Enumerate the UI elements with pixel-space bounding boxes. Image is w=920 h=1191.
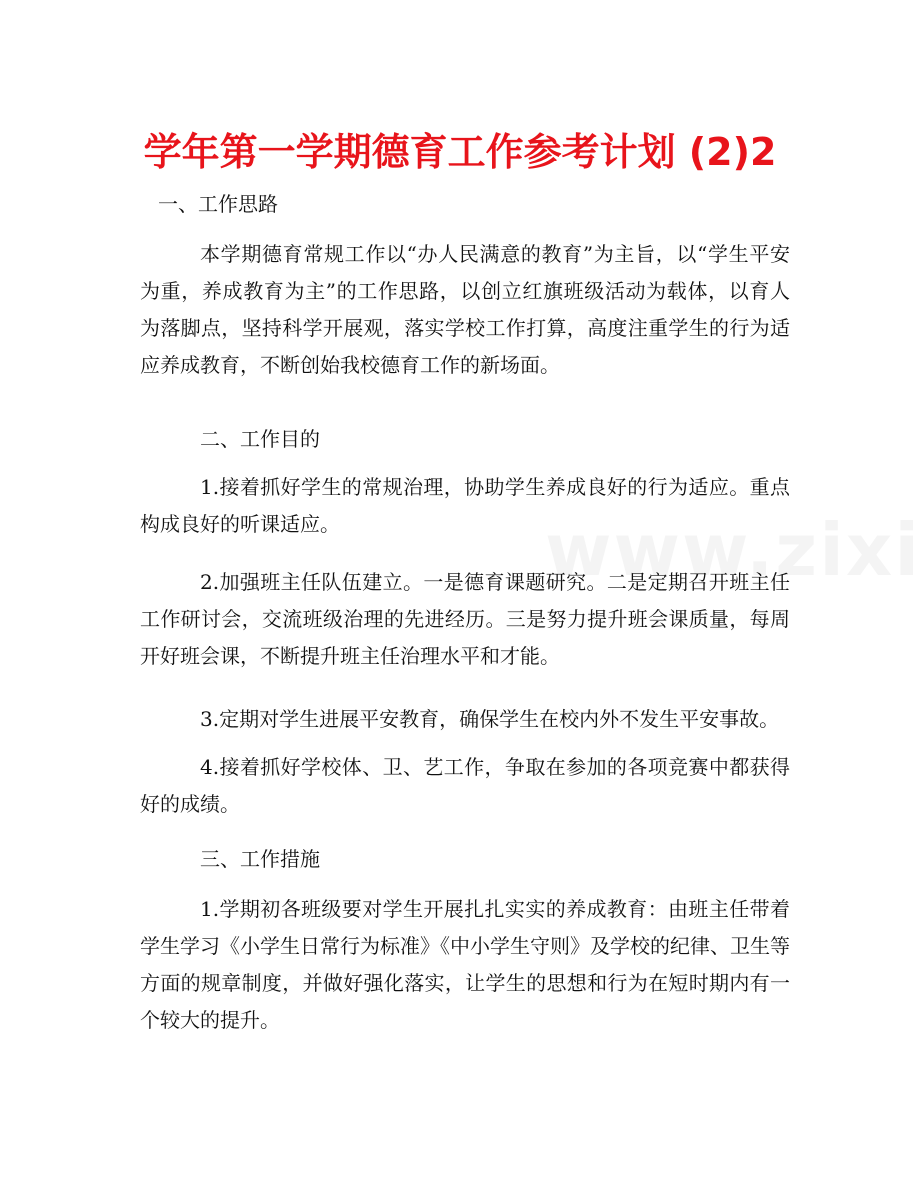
paragraph-work-approach: 本学期德育常规工作以“办人民满意的教育”为主旨，以“学生平安为重，养成教育为主”的工作思路，以创立红旗班级活动为载体，以育人为落脚点，坚持科学开展观，落实学校工作打算，高度注重学生的行为适应养成教育，不断创始我校德育工作的新场面。 <box>140 242 790 377</box>
paragraph-goal-1: 1.接着抓好学生的常规治理，协助学生养成良好的行为适应。重点构成良好的听课适应。 <box>140 475 790 536</box>
section-heading-2: 二、工作目的 <box>200 427 320 451</box>
paragraph-goal-2: 2.加强班主任队伍建立。一是德育课题研究。二是定期召开班主任工作研讨会，交流班级治理的先进经历。三是努力提升班会课质量，每周开好班会课，不断提升班主任治理水平和才能。 <box>140 570 790 668</box>
paragraph-measure-1: 1.学期初各班级要对学生开展扎扎实实的养成教育：由班主任带着学生学习《小学生日常行为标准》《中小学生守则》及学校的纪律、卫生等方面的规章制度，并做好强化落实，让学生的思想和行为在短时期内有一个较大的提升。 <box>140 897 790 1032</box>
section-heading-1: 一、工作思路 <box>158 192 278 216</box>
section-heading-3: 三、工作措施 <box>200 847 320 871</box>
document-title: 学年第一学期德育工作参考计划 (2)2 <box>143 130 777 174</box>
paragraph-goal-4: 4.接着抓好学校体、卫、艺工作，争取在参加的各项竞赛中都获得好的成绩。 <box>140 755 790 816</box>
paragraph-goal-3: 3.定期对学生进展平安教育，确保学生在校内外不发生平安事故。 <box>200 707 780 731</box>
